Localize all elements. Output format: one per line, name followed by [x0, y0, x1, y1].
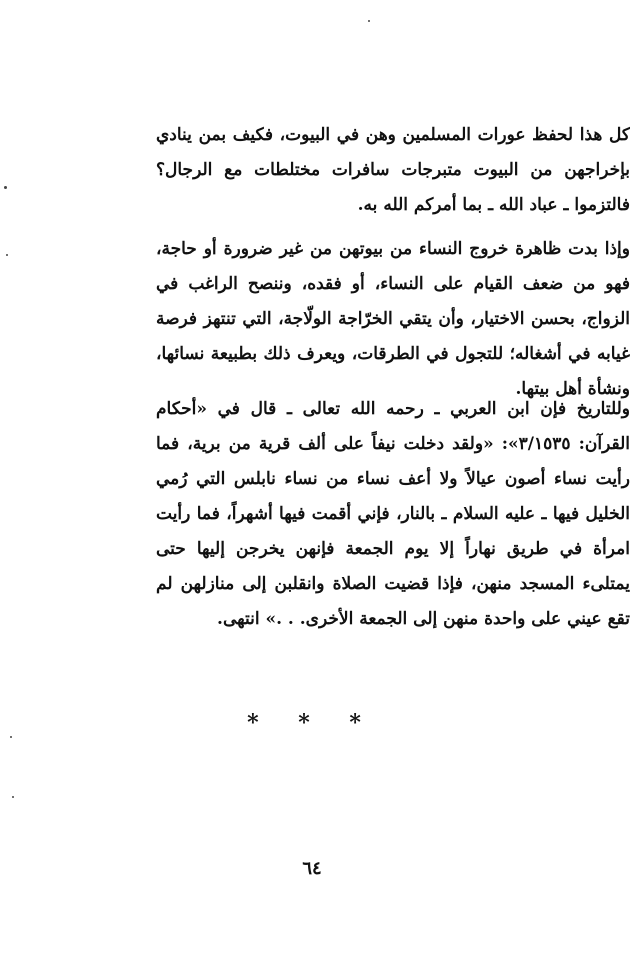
page-number: ٦٤: [302, 858, 322, 879]
scan-speck: [4, 186, 7, 189]
scan-speck: [6, 254, 8, 256]
scan-speck: [12, 796, 14, 798]
section-divider: * * *: [247, 710, 377, 736]
scan-speck: [10, 736, 12, 738]
paragraph-1: كل هذا لحفظ عورات المسلمين وهن في البيوت، فكيف بمن ينادي بإخراجهن من البيوت متبرجات سافرات مختلطات مع الرجال؟ فالتزموا ـ عباد الله ـ بما أمركم الله به.: [156, 125, 630, 215]
scan-speck: [368, 20, 370, 22]
paragraph-2: وإذا بدت ظاهرة خروج النساء من بيوتهن من غير ضرورة أو حاجة، فهو من ضعف القيام على النساء، أو فقده، وننصح الراغب في الزواج، بحسن الاختيار، وأن يتقي الخرّاجة الولّاجة، التي تنتهز فرصة غيابه في أشغاله؛ للتجول في الطرقات، ويعرف ذلك بطبيعة نسائها، ونشأة أهل بيتها.: [156, 239, 630, 399]
paragraph-3: وللتاريخ فإن ابن العربي ـ رحمه الله تعالى ـ قال في «أحكام القرآن: ٣/١٥٣٥»: «ولقد دخلت نيفاً على ألف قرية من برية، فما رأيت نساء أصون عيالاً ولا أعف نساء من نساء نابلس التي رُمي الخليل فيها ـ عليه السلام ـ بالنار، فإني أقمت فيها أشهراً، فما رأيت امرأة في طريق نهاراً إلا يوم الجمعة فإنهن يخرجن إليها حتى يمتلىء المسجد منهن، فإذا قضيت الصلاة وانقلبن إلى منازلهن لم تقع عيني على واحدة منهن إلى الجمعة الأخرى. . .» انتهى.: [156, 399, 630, 629]
